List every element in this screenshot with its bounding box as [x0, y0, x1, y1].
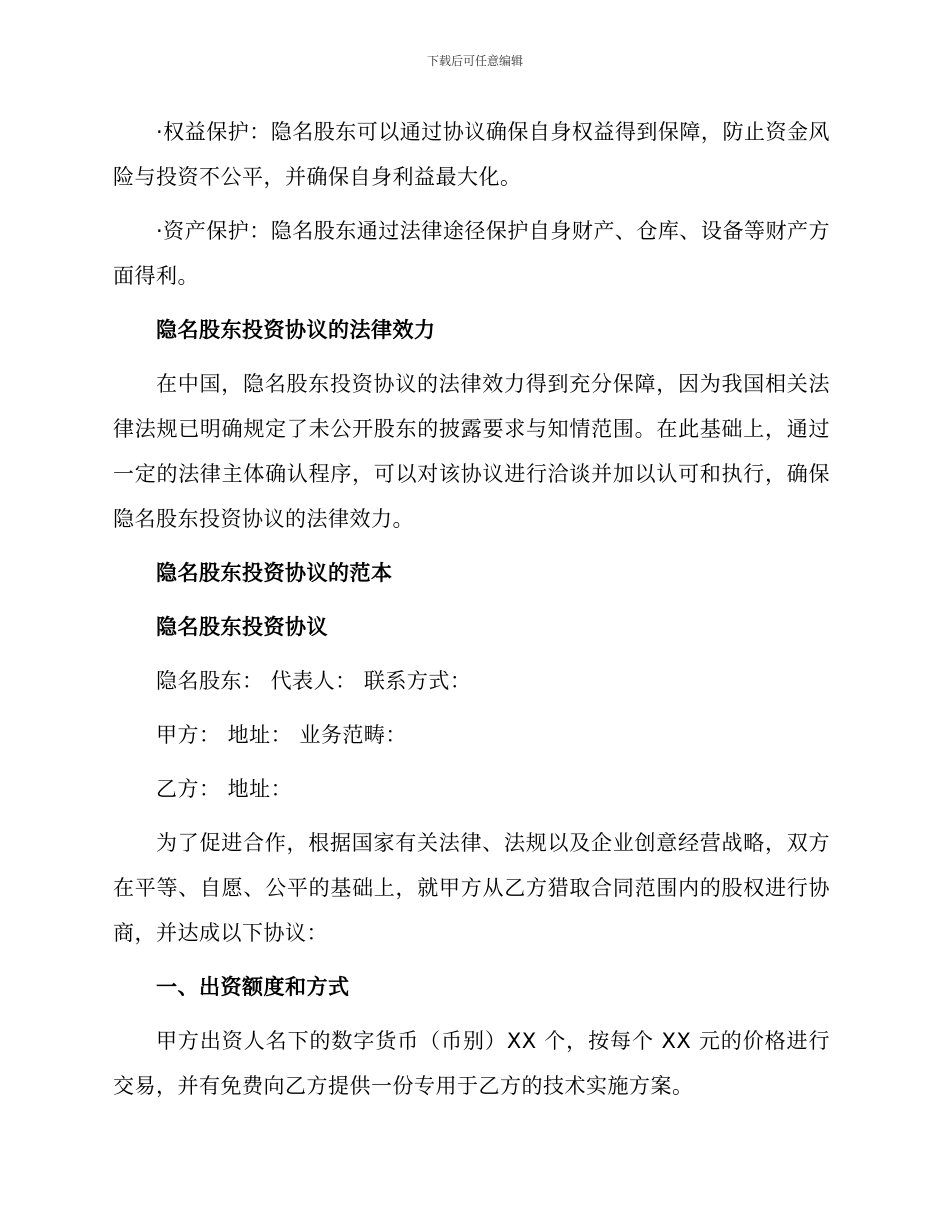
- field-hidden-shareholder: 隐名股东： 代表人： 联系方式：: [156, 669, 472, 693]
- page-header: 下载后可任意编辑: [426, 54, 523, 68]
- heading-agreement-title: 隐名股东投资协议: [156, 615, 328, 639]
- heading-template: 隐名股东投资协议的范本: [156, 561, 393, 585]
- paragraph-preamble: 为了促进合作，根据国家有关法律、法规以及企业创意经营战略，双方在平等、自愿、公平的基础上，就甲方从乙方猎取合同范围内的股权进行协商，并达成以下协议：: [113, 831, 830, 945]
- paragraph-contribution: 甲方出资人名下的数字货币（币别）XX 个，按每个 XX 元的价格进行交易，并有免费向乙方提供一份专用于乙方的技术实施方案。: [113, 1029, 830, 1098]
- paragraph-equity-protection: ·权益保护：隐名股东可以通过协议确保自身权益得到保障，防止资金风险与投资不公平，并确保自身利益最大化。: [113, 120, 830, 189]
- document-body: [113, 110, 830, 1109]
- field-party-a: 甲方： 地址： 业务范畴：: [156, 723, 407, 747]
- paragraph-asset-protection: ·资产保护：隐名股东通过法律途径保护自身财产、仓库、设备等财产方面得利。: [113, 219, 830, 288]
- field-party-b: 乙方： 地址：: [156, 777, 293, 801]
- heading-section-one: 一、出资额度和方式: [156, 975, 350, 999]
- heading-legal-effect: 隐名股东投资协议的法律效力: [156, 318, 436, 342]
- paragraph-legal-effect: 在中国，隐名股东投资协议的法律效力得到充分保障，因为我国相关法律法规已明确规定了未公开股东的披露要求与知情范围。在此基础上，通过一定的法律主体确认程序，可以对该协议进行洽谈并加以认可和执行，确保隐名股东投资协议的法律效力。: [113, 372, 830, 531]
